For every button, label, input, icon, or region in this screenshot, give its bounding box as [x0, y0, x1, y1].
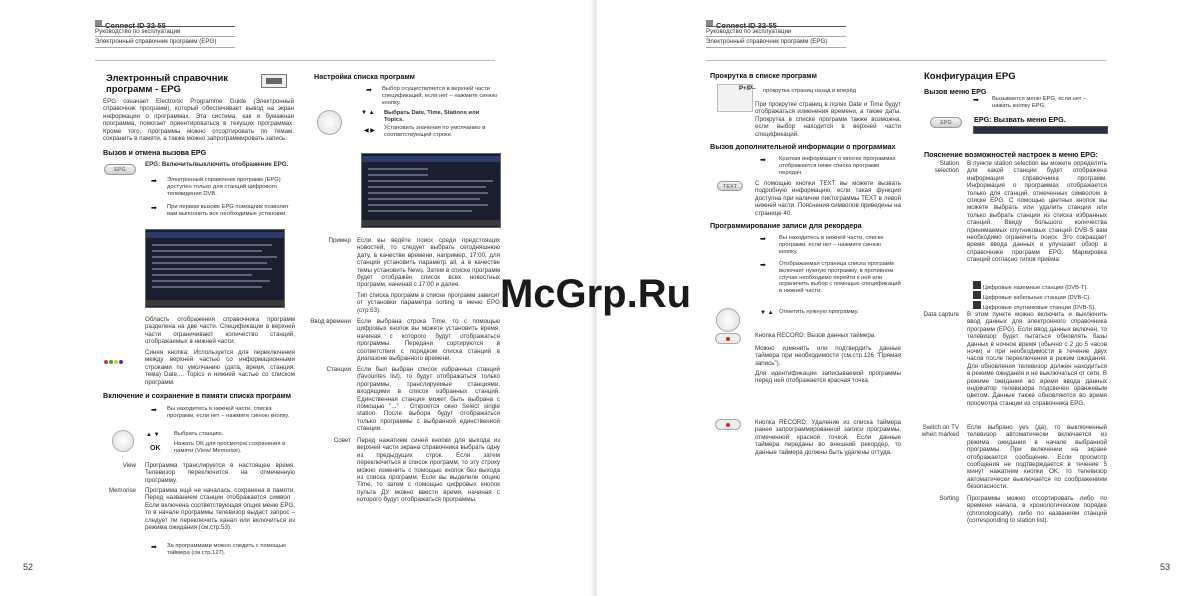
top-rule [706, 60, 1106, 61]
extra-detail-text: С помощью кнопки TEXT вы можете вызвать подробную информацию, если такая функция доступна при наличии пиктограммы TEXT в левой нижней части. Пояснения символов приведены на странице 40. [755, 180, 901, 217]
rec-confirm-text: Можно изменить или подтвердить данные таймера при необходимости (см.стр.126 "Прямая запись"). [755, 345, 901, 367]
sorting-label: Sorting [939, 495, 959, 502]
station-text: В пункте station selection вы можете определить для какой станции будет отображена информация справочника программ. Информация о программах отображается только для станций, отмеченных символом в списке EPG. С помощью цветных кнопок вы можете выбрать или удалить станции или только выбрать станции из списка избранных станций. Ввиду большого количества принимаемых спутниковых станций DVB-S вам необходимо ограничить поиск. Это сокращает время ввода данных и улучшает обзор в справочнике программ EPG. Маркировка станций согласно типов приёма: [967, 160, 1107, 264]
epg-toggle-text: EPG: Включить/выключить отображение EPG. [145, 161, 289, 168]
station-type-row: Цифровые наземные станции (DVB-T). [973, 281, 1096, 291]
capture-label: Data capture [923, 311, 959, 318]
arrow-icon: ➡ [366, 87, 372, 94]
epg-button[interactable]: EPG [930, 117, 962, 128]
section-heading: Настройка списка программ [314, 72, 415, 81]
arrow-icon: ➡ [760, 236, 766, 243]
sort-text: Тип списка программ в списке программ зависит от установки параметра sorting в меню EPG (стр.53). [357, 292, 500, 314]
rec-delete-text: Кнопка RECORD: Удаление из списка таймера ранее запрограммированной записи программы, отмеченной красной точкой. Если данные таймера переданы во внешний рекордер, то данные таймера должны быть удалены оттуда. [755, 419, 901, 456]
pp-label: P+/P– [739, 86, 756, 92]
tip-label: Совет [333, 437, 351, 444]
section-heading: Включение и сохранение в памяти списка программ [103, 391, 292, 400]
press-ok-text: Нажать OK для просмотра/ сохранения в памяти (View/ Memorise). [174, 441, 286, 454]
section-heading: Пояснение возможностей настроек в меню EPG: [924, 150, 1098, 159]
watermark: McGrp.Ru [499, 272, 692, 316]
ok-label: OK [150, 445, 161, 452]
stations-text: Если был выбран список избранных станций (favourites list), то будут отображаться только программы, транслируемые станциями, входящими в список избранных станций. Единственная станция может быть выбрана с помощью "..." . Откроется окно Select single station. После выбора будут отображаться только программы с выбранной единственной станции. [357, 366, 500, 433]
view-text: Программа транслируется в настоящее время. Телевизор переключится на отмеченную программу. [145, 462, 295, 484]
header-section: Электронный справочник программ (EPG) [95, 38, 217, 45]
switch-text: Если выбрано yes (да), то выключенный телевизор автоматически включается из режима ожидания в начале выбранной программы. При включении на экране отображается сообщение. Если просмотр сообщения не подтверждается в течение 5 минут нажатием кнопки OK, то телевизор автоматически выключается по соображениям безопасности. [967, 424, 1107, 491]
up-down-icon: ▲ ▼ [146, 432, 160, 438]
record-button[interactable] [715, 333, 741, 344]
text-button[interactable]: TEXT [717, 181, 743, 191]
station-type-row: Цифровые спутниковые станции (DVB-S). [973, 301, 1096, 311]
time-text: Если выбрана строка Time, то с помощью цифровых кнопок вы можете установить время, начиная с которого будут отображаться программы. Передачи сортируются в соответствии с порядком списка станций в диапазоне выбранного времени. [357, 318, 500, 363]
intro-text: EPG означает Electronic Programme Guide (Электронный справочник программ), который обеспечивает вывод на экран информации о программах. Эта система, как и бумажная программа, помогает ориентироваться в текущих программах. Кроме того, программы можно отсортировать по темам, сохранить в памяти, а также можно запрограммировать запись. [103, 98, 294, 143]
arrow-icon: ➡ [760, 157, 766, 164]
page-number: 53 [1160, 562, 1171, 572]
section-heading: Программирование записи для рекордера [710, 221, 862, 230]
arrow-icon: ➡ [151, 205, 157, 212]
section-heading: Вызов дополнительной информации о программах [710, 142, 896, 151]
blue-key-text: Синяя кнопка: Используется для переключения между верхней частью со информационными строками по умолчанию (дата, время, станция, тема) Date,... Topics и нижней частью со списком программ. [145, 349, 295, 386]
page-title: Электронный справочник программ - EPG [106, 73, 229, 95]
view-label: View [122, 462, 136, 469]
capture-text: В этом пункте можно включить и выключить ввод данных для электронного справочника программ (EPG). Если ввод данных включен, то телевизор будет пытаться обновлять базы данных в ночное время (обычно с 2 до 5 часов ночи) и при необходимости в течение двух часов после переключения в режим ожидания. Для обновления телевизор должен находиться в режиме ожидания и не выключаться от сети. В режиме ожидания во время ввода данных индикатор телевизора подсвечен оранжевым цветом. Данные также обновляются во время просмотра станции из справочника EPG. [967, 311, 1107, 407]
rec-mark-text: Отметить нужную программу. [779, 309, 859, 315]
header-rule [706, 26, 846, 27]
arrow-icon: ➡ [151, 178, 157, 185]
ok-remote-icon [112, 430, 134, 452]
page-number: 52 [23, 562, 34, 572]
scroll-text: прокрутка страниц назад и вперёд [763, 88, 857, 94]
page-title: Конфигурация EPG [924, 71, 1016, 82]
epg-remote-icon [261, 74, 287, 88]
example-label: Пример [328, 237, 351, 244]
display-area-text: Область отображения справочника программ разделена на две части. Спецификации в верхней части ограничивают количество станций, отображаемых в нижней части. [145, 316, 295, 346]
memorise-label: Memorise [108, 487, 136, 494]
rec-lower-text: Вы находитесь в нижней части, списке программ. если нет – нажмите синюю кнопку. [779, 235, 884, 255]
arrow-icon: ➡ [151, 544, 157, 551]
stations-label: Станции [326, 366, 351, 373]
epg-note: При первом вызове EPG помощник позволит вам выполнить все необходимые установки. [167, 204, 289, 217]
header-rule [95, 47, 235, 48]
header-rule [95, 36, 235, 37]
menu-text: Вызывается меню EPG, если нет – нажать кнопку EPG. [992, 96, 1087, 109]
extra-text: Краткая информация о многих программах отображается ниже списка программ передач. [779, 156, 896, 176]
list-select-text: Выбрать Date, Time, Stations или Topics. [384, 110, 480, 123]
arrow-icon: ➡ [760, 262, 766, 269]
memorise-text: Программа ещё не началась, сохранена в памяти. Перед названием станции отображается символ . Если включена соответствующая опция меню EPG, то в начале программы телевизор выдаст запрос – следует ли переключить канал или включиться из режима ожидания (см.стр.53). [145, 487, 295, 532]
arrow-icon: ➡ [151, 407, 157, 414]
header-manual: Руководство по эксплуатации [706, 28, 792, 35]
rec-page-text: Отображаемая страница списка программ включает нужную программу, в противном случае необходимо перейти к ней или ограничить выбор с помощью спецификаций в нижней части. [779, 261, 901, 295]
epg-note: Электронный справочник программ (EPG) доступен только для станций цифрового телевидения DVB. [167, 177, 281, 197]
top-rule [95, 60, 495, 61]
list-upper-text: Выбор осуществляется в верхней части спецификаций, если нет – нажмите синюю кнопку. [382, 86, 498, 106]
header-manual: Руководство по эксплуатации [95, 28, 181, 35]
time-label: Ввод времени [310, 318, 351, 325]
select-station-text: Выбрать станцию. [174, 431, 224, 437]
epg-list-screen-image [361, 153, 501, 228]
rec-ident-text: Для идентификации записываемой программы перед ней отображается красная точка. [755, 370, 901, 385]
header-rule [706, 36, 846, 37]
menu-epg-text: EPG: Вызвать меню EPG. [974, 115, 1066, 124]
save-lower-text: Вы находитесь в нижней части, списка программ, если нет – нажмите синюю кнопку. [167, 406, 290, 419]
left-right-icon: ◀ ▶ [364, 128, 375, 134]
rec-record-text: Кнопка RECORD: Вызов данных таймера. [755, 332, 876, 339]
switch-label: Switch on TV when marked [921, 424, 959, 439]
scroll-detail-text: При прокрутке страниц в полях Date и Time будут отображаться изменения времени, а также даты. Прокрутка в списке программ также возможна, если выбор находится в верхней части спецификаций. [755, 101, 901, 138]
sorting-text: Программы можно отсортировать либо по времени начала, в хронологическом порядке (chronologically), либо по названиям станций (corresponding to station list). [967, 495, 1107, 525]
header-section: Электронный справочник программ (EPG) [706, 38, 828, 45]
nav-remote-icon [317, 110, 342, 135]
timer-follow-text: За программами можно следить с помощью таймера (см.стр.127). [167, 543, 287, 556]
epg-menu-screen-image [973, 126, 1108, 134]
color-keys-icon [104, 351, 124, 369]
list-set-text: Установить значения по умолчанию в соответствующей строке. [384, 125, 486, 138]
header-rule [706, 47, 846, 48]
record-button[interactable] [715, 419, 741, 430]
section-heading: Прокрутка в списке программ [710, 71, 817, 80]
section-heading: Вызов меню EPG [924, 87, 987, 96]
example-text: Если вы ведёте поиск среди предстоящих новостей, то следует выбрать сегодняшнюю дату, в качестве времени, например, 17:00, для станций установить параметр all, а в качестве темы установить News. Затем в списке программ будет отображён список всех новостных программ, начиная с 17:00 и далее. [357, 237, 500, 289]
station-type-row: Цифровые кабельные станции (DVB-C). [973, 291, 1096, 301]
tip-text: Перед нажатием синей кнопки для выхода из верхней части экрана справочника выбрать одну из предыдущих строк. Если затем переключиться в список программ, то эту строку можно изменить с помощью кнопок без выхода из списка программ. Если вы выделили опцию Time, то затем с помощью цифровых кнопок пульта ДУ можно ввести время, начиная с которого будут отображаться программы. [357, 437, 500, 504]
up-down-icon: ▼ ▲ [361, 110, 375, 116]
up-down-icon: ▼ ▲ [760, 310, 774, 316]
section-heading: Вызов и отмена вызова EPG [103, 148, 207, 157]
header-rule [95, 26, 235, 27]
station-label: Station selection [934, 160, 959, 175]
epg-button[interactable]: EPG [104, 164, 136, 175]
arrow-icon: ➡ [973, 97, 979, 104]
